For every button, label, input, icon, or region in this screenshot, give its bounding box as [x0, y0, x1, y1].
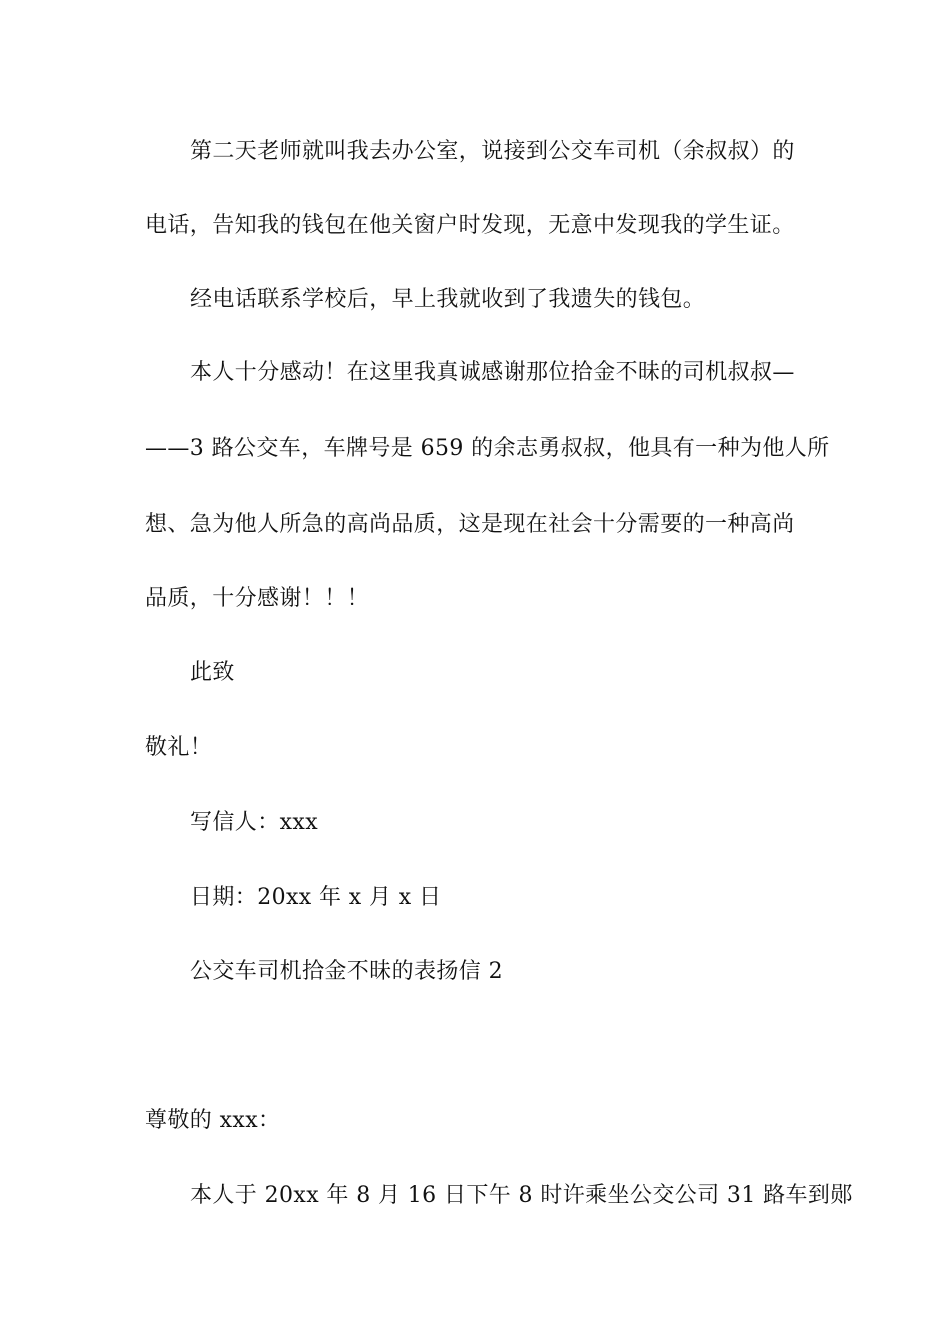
closing-respect: 敬礼！	[145, 735, 213, 760]
letter-date: 日期：20xx 年 x 月 x 日	[190, 885, 442, 910]
paragraph-line-5: ——3 路公交车，车牌号是 659 的余志勇叔叔，他具有一种为他人所	[145, 436, 830, 461]
paragraph-line-7: 品质，十分感谢！！！	[145, 586, 370, 611]
paragraph-line-8: 本人于 20xx 年 8 月 16 日下午 8 时许乘坐公交公司 31 路车到郧	[190, 1183, 853, 1208]
paragraph-line-6: 想、急为他人所急的高尚品质，这是现在社会十分需要的一种高尚	[145, 512, 795, 537]
paragraph-line-3: 经电话联系学校后，早上我就收到了我遗失的钱包。	[190, 287, 706, 312]
closing-salutation: 此致	[190, 660, 235, 685]
writer-signature: 写信人：xxx	[190, 810, 319, 835]
paragraph-line-2: 电话，告知我的钱包在他关窗户时发现，无意中发现我的学生证。	[145, 213, 795, 238]
paragraph-line-1: 第二天老师就叫我去办公室，说接到公交车司机（余叔叔）的	[190, 139, 795, 164]
section-title: 公交车司机拾金不昧的表扬信 2	[190, 959, 503, 984]
paragraph-line-4: 本人十分感动！在这里我真诚感谢那位拾金不昧的司机叔叔—	[190, 360, 795, 385]
greeting-line: 尊敬的 xxx：	[145, 1108, 281, 1133]
